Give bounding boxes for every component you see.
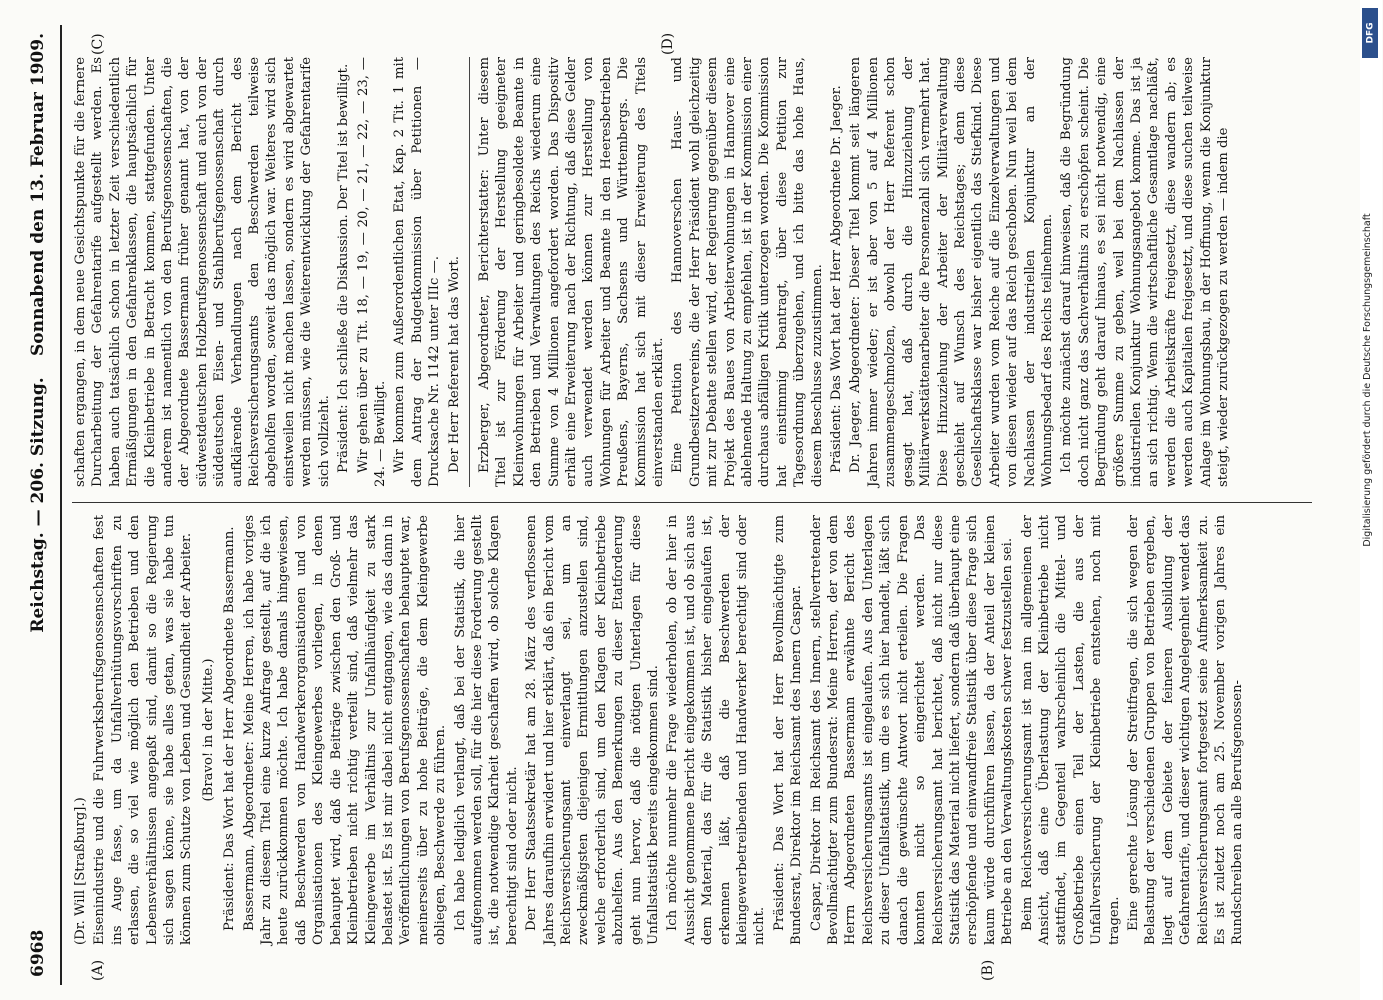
column-divider <box>72 502 1312 503</box>
digitization-sidebar <box>1360 0 1382 1000</box>
paragraph: Eine gerechte Lösung der Streitfragen, die sich wegen der Belastung der verschiedenen Gruppen von Betrieben ergeben, liegt auf dem Gebiete der feineren Ausbildung der Gefahrentarife, und dieser wichtigen Angelegenheit wendet das Reichsversicherungsamt fortgesetzt seine Aufmerksamkeit zu. Es ist zuletzt noch am 25. November vorigen Jahres ein Rundschreiben an alle Berufsgenossen- <box>1125 515 1246 945</box>
paragraph: Der Herr Staatssekretär hat am 28. März des verflossenen Jahres daraufhin erwidert und hier erklärt, daß ein Bericht vom Reichsversicherungsamt einverlangt sei, um an zweckmäßigsten diejenigen Ermittlungen anzustellen sind, welche erforderlich sind, um den Klagen der Kleinbetriebe abzuhelfen. Aus den Bemerkungen zu dieser Etatforderung geht nun hervor, daß die nötigen Unterlagen für diese Unfallstatistik bereits eingekommen sind. <box>524 515 661 945</box>
right-column <box>72 57 1234 487</box>
page-header <box>20 25 62 985</box>
paragraph: Wir gehen über zu Tit. 18, — 19, — 20, — 21, — 22, — 23, — 24. — Bewilligt. <box>355 57 388 487</box>
paragraph: Präsident: Das Wort hat der Herr Abgeordnete Bassermann. <box>222 526 238 931</box>
paragraph: Bassermann, Abgeordneter: Meine Herren, ich habe voriges Jahr zu diesem Titel eine kurze Anfrage gestellt, auf die ich heute zurückkommen möchte. Ich habe damals hingewiesen, daß Beschwerden von Handwerkerorganisationen und von Organisationen des Kleingewerbes vorliegen, in denen behauptet wird, daß die Beiträge zwischen den Groß- und Kleinbetrieben nicht richtig verteilt sind, daß vielmehr das Kleingewerbe im Verhältnis zur Unfallhäufigkeit zu stark belastet ist. Es ist mir dabei nicht entgangen, wie das dann in Veröffentlichungen von Berufsgenossenschaften behauptet war, meinerseits über zu hohe Beiträge, die dem Kleingewerbe obliegen, Beschwerde zu führen. <box>241 515 449 945</box>
paragraph: Eisenindustrie und die Fuhrwerksberufsgenossenschaften fest ins Auge fasse, um da Unfallverhütungsvorschriften zu erlassen, die so viel wie möglich den Betrieben und den Lebensverhältnissen angepaßt sind, damit so die Regierung sich sagen könne, sie habe alles getan, was sie habe tun können zum Schutze von Leben und Gesundheit der Arbeiter. <box>92 515 195 945</box>
session-date: Sonnabend den 13. Februar 1909. <box>28 33 48 356</box>
applause-note: (Bravo! in der Mitte.) <box>200 658 216 802</box>
paragraph: Ich habe lediglich verlangt, daß bei der Statistik, die hier aufgenommen werden soll, für die hier diese Forderung gestellt ist, die notwendige Klarheit geschaffen wird, ob solche Klagen berechtigt sind oder nicht. <box>452 515 520 945</box>
paragraph: Präsident: Ich schließe die Diskussion. Der Titel ist bewilligt. <box>336 63 352 473</box>
margin-marker-d: (D) <box>660 32 676 55</box>
paragraph: Präsident: Das Wort hat der Herr Bevollmächtigte zum Bundesrat, Direktor im Reichsamt des Innern Caspar. <box>771 515 805 945</box>
paragraph: Caspar, Direktor im Reichsamt des Innern, stellvertretender Bevollmächtigter zum Bundesrat: Meine Herren, der von dem Herrn Abgeordneten Bassermann erwähnte Bericht des Reichsversicherungsamts ist eingelaufen. Aus den Unterlagen zu dieser Unfallstatistik, um die es sich hier handelt, läßt sich danach die gewünschte Antwort nicht erteilen. Die Fragen konnten nicht so eingerichtet werden. Das Reichsversicherungsamt hat berichtet, daß nicht nur diese Statistik das Material nicht liefert, sondern daß überhaupt eine erschöpfende und einwandfreie Statistik über diese Frage sich kaum würde durchführen lassen, da der Anteil der kleinen Betriebe an den Verwaltungskosten schwer festzustellen sei. <box>808 515 1016 945</box>
paragraph: Präsident: Das Wort hat der Herr Abgeordnete Dr. Jaeger. <box>829 85 845 473</box>
left-column <box>72 515 1249 945</box>
paragraph: Wir kommen zum Außerordentlichen Etat, Kap. 2 Tit. 1 mit dem Antrag der Budgetkommission über Petitionen — Drucksache Nr. 1142 unter IIIc —. <box>392 57 443 487</box>
paragraph: Der Herr Referent hat das Wort. <box>446 256 462 473</box>
paragraph: Ich möchte zunächst darauf hinweisen, daß die Begründung doch nicht ganz das Sachverhältnis zu erschöpfen scheint. Die Begründung geht darauf hinaus, es sei nicht notwendig, eine größere Summe zu geben, weil bei dem Nachlassen der industriellen Konjunktur Wohnungsangebot komme. Das ist ja an sich richtig. Wenn die wirtschaftliche Gesamtlage nachläßt, werden die Arbeitskräfte freigesetzt, diese wandern ab; es werden auch Kapitalien freigesetzt, und diese suchen teilweise Anlage im Wohnungsbau, in der Hoffnung, wenn die Konjunktur steigt, wieder zurückgezogen zu werden — indem die <box>1059 57 1231 487</box>
speaker-reference: (Dr. Will [Straßburg].) <box>73 797 88 945</box>
paragraph: Erzberger, Abgeordneter, Berichterstatter: Unter diesem Titel ist zur Förderung der Herstellung geeigneter Kleinwohnungen für Arbeiter und geringbesoldete Beamte in den Betrieben und Verwaltungen des Reichs wiederum eine Summe von 4 Millionen angefordert worden. Das Dispositiv erhält eine Erweiterung nach der Richtung, daß diese Gelder auch verwendet werden können zur Herstellung von Wohnungen für Arbeiter und Beamte in den Heeresbetrieben Preußens, Bayerns, Sachsens und Württembergs. Die Kommission hat sich mit dieser Erweiterung des Titels einverstanden erklärt. <box>476 57 666 487</box>
running-title: Reichstag. — 206. Sitzung. <box>28 377 48 633</box>
margin-marker-a: (A) <box>90 959 106 981</box>
section-separator <box>469 57 470 487</box>
paragraph: schaften ergangen, in dem neue Gesichtspunkte für die fernere Durcharbeitung der Gefahrentarife aufgestellt werden. Es haben auch tatsächlich schon in letzter Zeit verschiedentlich Ermäßigungen in den Gefahrenklassen, die hauptsächlich für die Kleinbetriebe in Betracht kommen, stattgefunden. Unter anderem ist namentlich von den Berufsgenossenschaften, die der Abgeordnete Bassermann früher genannt hat, von der südwestdeutschen Holzberufsgenossenschaft und auch von der süddeutschen Eisen- und Stahlberufsgenossenschaft durch aufklärende Verhandlungen nach dem Bericht des Reichsversicherungsamts den Beschwerden teilweise abgeholfen worden, soweit das möglich war. Weiteres wird sich einstweilen nicht machen lassen, sondern es wird abgewartet werden müssen, wie die Weiterentwicklung der Gefahrentarife sich vollzieht. <box>73 57 332 487</box>
paragraph: Beim Reichsversicherungsamt ist man im allgemeinen der Ansicht, daß eine Überlastung der Kleinbetriebe nicht stattfindet, im Gegenteil wahrscheinlich die Mittel- und Großbetriebe einen Teil der Lasten, die aus der Unfallversicherung der Kleinbetriebe entstehen, noch mit tragen. <box>1019 515 1122 945</box>
margin-marker-b: (B) <box>980 959 996 981</box>
funding-credit: Digitalisierung gefördert durch die Deutsche Forschungsgemeinschaft <box>1362 213 1373 547</box>
dfg-logo-label: DFG <box>1365 22 1376 44</box>
paragraph: Ich möchte nunmehr die Frage wiederholen, ob der hier in Aussicht genommene Bericht eingekommen ist, und ob sich aus dem Material, das für die Statistik bisher eingelaufen ist, erkennen läßt, daß die Beschwerden der kleingewerbetreibenden und Handwerker berechtigt sind oder nicht. <box>665 515 768 945</box>
paragraph: Eine Petition des Hannoverschen Haus- und Grundbesitzervereins, die der Herr Präsident wohl gleichzeitig mit zur Debatte stellen wird, der Regierung gegenüber diesem Projekt des Baues von Arbeiterwohnungen in Hannover eine ablehnende Haltung zu empfehlen, ist in der Kommission einer durchaus abfälligen Kritik unterzogen worden. Die Kommission hat einstimmig beantragt, über diese Petition zur Tagesordnung überzugehen, und ich bitte das hohe Haus, diesem Beschlusse zuzustimmen. <box>670 57 825 487</box>
rotated-sheet <box>20 25 1320 985</box>
page-number: 6968 <box>28 929 48 977</box>
paragraph: Dr. Jaeger, Abgeordneter: Dieser Titel kommt seit längeren Jahren immer wieder; er ist aber von 5 auf 4 Millionen zusammengeschmolzen, obwohl der Herr Referent schon gesagt hat, daß durch die Hinzuziehung der Militärwerkstättenarbeiter die Personenzahl sich vermehrt hat. Diese Hinzuziehung der Arbeiter der Militärverwaltung geschieht auf Wunsch des Reichstages; denn diese Gesellschaftsklasse war bisher eigentlich das Stiefkind. Diese Arbeiter wurden vom Reiche auf die Einzelverwaltungen und von diesen wieder auf das Reich geschoben. Nun weil bei dem Nachlassen der industriellen Konjunktur an der Wohnungsbedarf des Reichs teilnehmen. <box>848 57 1055 487</box>
margin-marker-c: (C) <box>90 33 106 55</box>
